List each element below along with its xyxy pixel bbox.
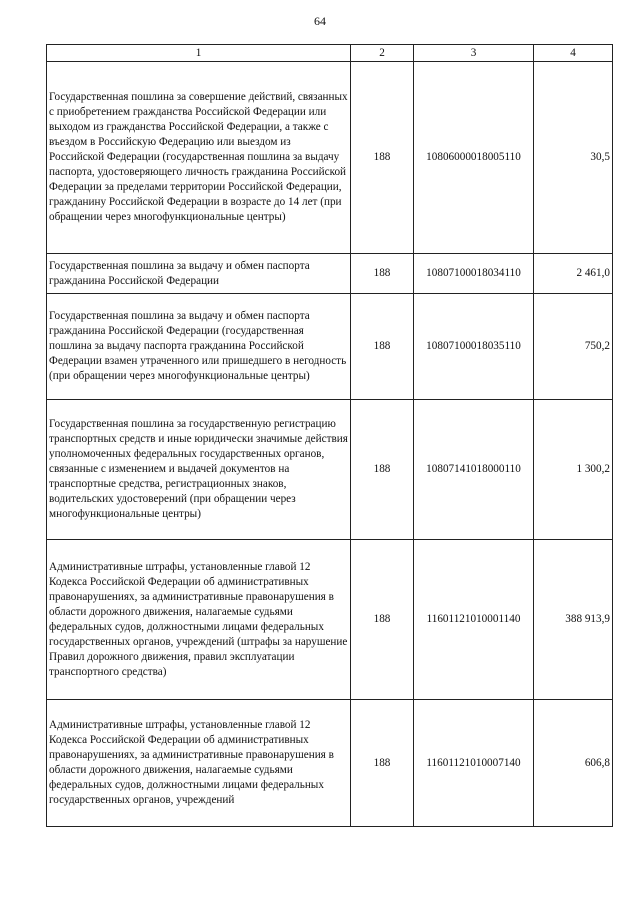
column-header-2: 2 (351, 45, 414, 62)
table-row (47, 294, 613, 400)
page-number: 64 (314, 14, 326, 28)
budget-revenue-table (46, 44, 613, 827)
row-budget-code: 10806000018005110 (414, 62, 534, 254)
row-description: Административные штрафы, установленные главой 12 Кодекса Российской Федерации об административных правонарушениях, за административные правонарушения в области дорожного движения, налагаемые судьями федеральных судов, должностными лицами федеральных государственных органов, учреждений (штрафы за нарушение Правил дорожного движения, правил эксплуатации транспортного средства) (47, 540, 351, 700)
table-row (47, 700, 613, 827)
column-header-3: 3 (414, 45, 534, 62)
row-admin-code: 188 (351, 294, 414, 400)
row-admin-code: 188 (351, 700, 414, 827)
row-amount: 388 913,9 (534, 540, 613, 700)
row-amount: 750,2 (534, 294, 613, 400)
table-row (47, 540, 613, 700)
row-amount: 1 300,2 (534, 400, 613, 540)
row-admin-code: 188 (351, 254, 414, 294)
row-budget-code: 10807141018000110 (414, 400, 534, 540)
row-budget-code: 11601121010001140 (414, 540, 534, 700)
row-description: Государственная пошлина за выдачу и обмен паспорта гражданина Российской Федерации (47, 254, 351, 294)
row-description: Административные штрафы, установленные главой 12 Кодекса Российской Федерации об административных правонарушениях, за административные правонарушения в области дорожного движения, налагаемые судьями федеральных судов, должностными лицами федеральных государственных органов, учреждений (47, 700, 351, 827)
row-admin-code: 188 (351, 62, 414, 254)
row-budget-code: 10807100018034110 (414, 254, 534, 294)
table-header-row (47, 45, 613, 62)
table-row (47, 254, 613, 294)
row-description: Государственная пошлина за совершение действий, связанных с приобретением гражданства Российской Федерации или выходом из гражданства Российской Федерации, а также с въездом в Российскую Федерацию или выездом из Российской Федерации (государственная пошлина за выдачу паспорта, удостоверяющего личность гражданина Российской Федерации за пределами территории Российской Федерации, гражданину Российской Федерации в возрасте до 14 лет (при обращении через многофункциональные центры) (47, 62, 351, 254)
row-description: Государственная пошлина за государственную регистрацию транспортных средств и иные юридически значимые действия уполномоченных федеральных государственных органов, связанные с изменением и выдачей документов на транспортные средства, регистрационных знаков, водительских удостоверений (при обращении через многофункциональные центры) (47, 400, 351, 540)
row-budget-code: 10807100018035110 (414, 294, 534, 400)
row-admin-code: 188 (351, 400, 414, 540)
table-row (47, 62, 613, 254)
row-budget-code: 11601121010007140 (414, 700, 534, 827)
column-header-4: 4 (534, 45, 613, 62)
column-header-1: 1 (47, 45, 351, 62)
table-row (47, 400, 613, 540)
row-amount: 30,5 (534, 62, 613, 254)
row-amount: 2 461,0 (534, 254, 613, 294)
row-description: Государственная пошлина за выдачу и обмен паспорта гражданина Российской Федерации (государственная пошлина за выдачу паспорта гражданина Российской Федерации взамен утраченного или пришедшего в негодность (при обращении через многофункциональные центры) (47, 294, 351, 400)
row-admin-code: 188 (351, 540, 414, 700)
row-amount: 606,8 (534, 700, 613, 827)
